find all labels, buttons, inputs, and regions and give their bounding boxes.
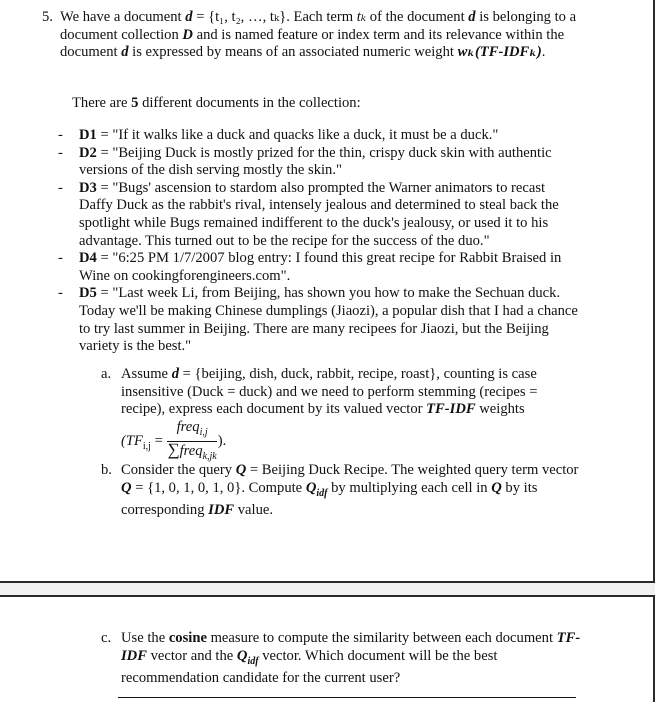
tf-formula — [121, 418, 227, 462]
intro-post: different documents in the collection: — [138, 95, 361, 111]
part-b-label: b. — [101, 462, 112, 478]
part-a-text-2: = {beijing, dish, duck, rabbit, recipe, roast}, counting is case insensitive (Duck = duck) and we need to perform stemming (recipes = recipe), express each document by its valued vector — [121, 366, 538, 418]
formula-open: (TF — [121, 433, 143, 450]
sigma-symbol: ∑ — [167, 439, 180, 459]
part-b — [101, 462, 583, 520]
bullet-dash: - — [58, 250, 63, 267]
card-gap — [0, 583, 655, 595]
list-item — [58, 180, 578, 250]
collection-symbol: D — [182, 26, 193, 43]
part-c-text-1: Use the — [121, 630, 169, 646]
numerator-sub: i,j — [199, 426, 208, 438]
doc-id: D3 — [79, 179, 97, 196]
query-symbol-2: Q — [121, 479, 132, 496]
question-text-2: of the document — [366, 9, 469, 25]
numerator-freq: freq — [176, 418, 200, 435]
qidf-symbol: Q — [305, 479, 317, 496]
sigma-index: k — [212, 450, 217, 462]
intro-pre: There are — [72, 95, 132, 111]
bullet-dash: - — [58, 285, 63, 302]
doc-id: D4 — [79, 250, 97, 267]
denominator-sub: k,j — [202, 450, 213, 462]
part-c-text-2: measure to compute the similarity between each document — [206, 630, 557, 646]
qidf-symbol-c: Q — [236, 647, 248, 664]
denominator-freq: freq — [179, 442, 203, 459]
tf-fraction — [167, 419, 216, 465]
doc-id: D1 — [79, 127, 97, 143]
question-text-4: and is named feature or index term and its relevance within the document — [60, 26, 565, 61]
part-c-text-3: vector and the — [146, 647, 237, 664]
bullet-dash: - — [58, 179, 63, 196]
collection-intro — [72, 95, 361, 113]
document-list — [58, 127, 578, 356]
list-item — [58, 127, 578, 145]
formula-eq: = — [150, 433, 167, 450]
bullet-dash: - — [58, 144, 63, 161]
cosine-term: cosine — [168, 630, 207, 646]
doc-symbol-a: d — [171, 366, 179, 382]
doc-id: D2 — [79, 144, 97, 161]
formula-close: ). — [217, 433, 227, 450]
part-a-text-1: Assume — [121, 366, 172, 382]
doc-text: = "Beijing Duck is mostly prized for the thin, crispy duck skin with authentic versions of the dish serving mostly the skin." — [79, 144, 552, 179]
answer-underline — [118, 697, 576, 698]
document-count: 5 — [131, 95, 139, 111]
doc-text: = "Bugs' ascension to stardom also prompted the Warner animators to recast Daffy Duck as the rabbit's rival, intensely jealous and determined to steal back the spotlight while Bugs remained indifferent to the duck's jealousy, or used it to his advantage. This turned out to be the recipe for the success of the duo." — [79, 179, 559, 249]
part-c-label: c. — [101, 630, 112, 646]
question-text-5: is expressed by means of an associated numeric weight — [128, 44, 458, 61]
tfidf-term: TF-IDF — [426, 401, 476, 418]
term-set: = {t₁, t₂, …, tₖ}. Each term — [192, 9, 357, 25]
question-text-3: is belonging to a document collection — [60, 9, 577, 43]
part-b-text-2: = Beijing Duck Recipe. The weighted query term vector — [246, 462, 579, 478]
doc-symbol: d — [185, 9, 193, 25]
qidf-sub-c: idf — [247, 655, 259, 667]
question-text-end: . — [541, 44, 546, 61]
part-a-label: a. — [101, 366, 112, 382]
question-5 — [42, 9, 580, 62]
part-b-text-1: Consider the query — [121, 462, 236, 478]
doc-text: = "If it walks like a duck and quacks like a duck, it must be a duck." — [96, 127, 499, 143]
doc-symbol-2: d — [468, 9, 476, 25]
part-a-text-3: weights — [475, 401, 525, 418]
list-item — [58, 285, 578, 355]
term-symbol: tₖ — [356, 9, 367, 25]
bullet-dash: - — [58, 127, 63, 143]
query-symbol-3: Q — [491, 479, 502, 496]
part-a — [101, 366, 583, 465]
part-b-text-4: by multiplying each cell in — [327, 479, 492, 496]
question-text-1: We have a document — [60, 9, 186, 25]
formula-sub: i,j — [142, 440, 151, 452]
idf-term: IDF — [208, 502, 235, 519]
doc-text: = "Last week Li, from Beijing, has shown you how to make the Sechuan duck. Today we'll be making Chinese dumplings (Jiaozi), a popular dish that I had a chance to try last summer in Beijing. There are many recipees for Jiaozi, but the Beijing variety is the best." — [79, 285, 578, 355]
doc-symbol-3: d — [121, 44, 129, 61]
question-number: 5. — [42, 9, 53, 25]
qidf-sub: idf — [316, 487, 328, 499]
tfidf-term-c: TF-IDF — [121, 630, 581, 664]
query-symbol: Q — [235, 462, 247, 478]
part-c — [101, 630, 583, 688]
part-b-text-5: by its corresponding — [121, 479, 538, 519]
fraction-numerator — [167, 419, 216, 442]
part-c-text-4: vector. Which document will be the best recommendation candidate for the current user? — [121, 647, 498, 687]
list-item — [58, 250, 578, 285]
part-b-text-6: value. — [234, 502, 273, 519]
doc-text: = "6:25 PM 1/7/2007 blog entry: I found this great recipe for Rabbit Braised in Wine on cookingforengineers.com". — [79, 250, 562, 284]
list-item — [58, 145, 578, 180]
doc-id: D5 — [79, 285, 97, 302]
part-b-text-3: = {1, 0, 1, 0, 1, 0}. Compute — [131, 479, 306, 496]
weight-symbol: wₖ(TF-IDFₖ) — [457, 44, 542, 61]
